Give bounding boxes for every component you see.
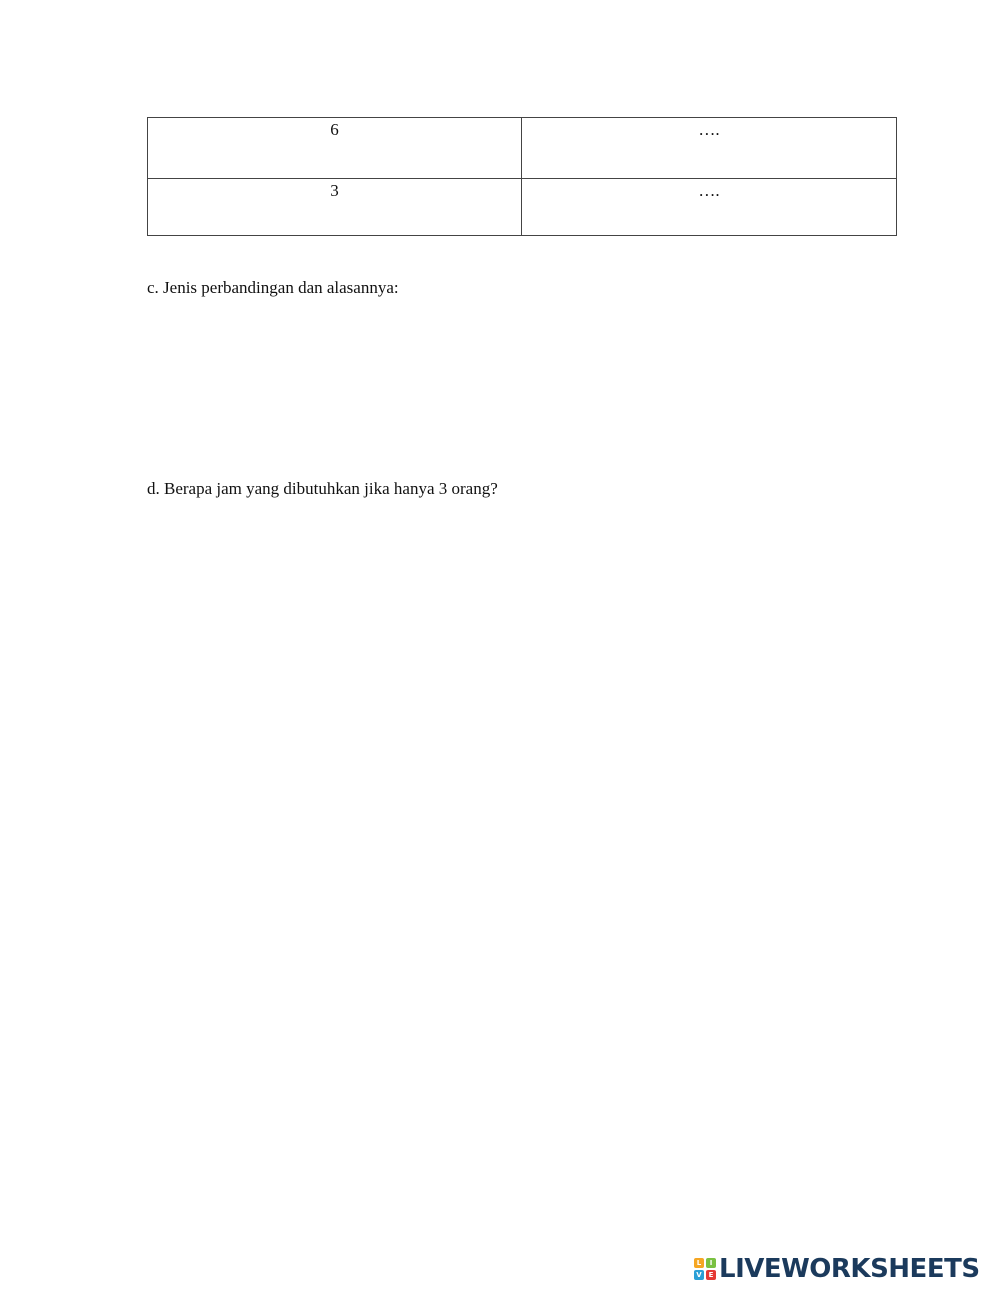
logo-wordmark: LIVEWORKSHEETS [719, 1254, 980, 1284]
table-cell-blank[interactable]: …. [522, 179, 897, 236]
table-cell-blank[interactable]: …. [522, 118, 897, 179]
logo-badge-letter: I [706, 1258, 716, 1268]
logo-badge-letter: V [694, 1270, 704, 1280]
logo-badge-letter: E [706, 1270, 716, 1280]
table-row [148, 179, 897, 236]
logo-badge-letter: L [694, 1258, 704, 1268]
table-row [148, 118, 897, 179]
logo-badge-icon [694, 1258, 716, 1280]
table-cell-value: 3 [148, 179, 522, 236]
answer-table [147, 117, 897, 236]
liveworksheets-logo [694, 1255, 980, 1283]
question-d: d. Berapa jam yang dibutuhkan jika hanya 3 orang? [147, 479, 498, 498]
question-c: c. Jenis perbandingan dan alasannya: [147, 278, 399, 297]
table-cell-value: 6 [148, 118, 522, 179]
